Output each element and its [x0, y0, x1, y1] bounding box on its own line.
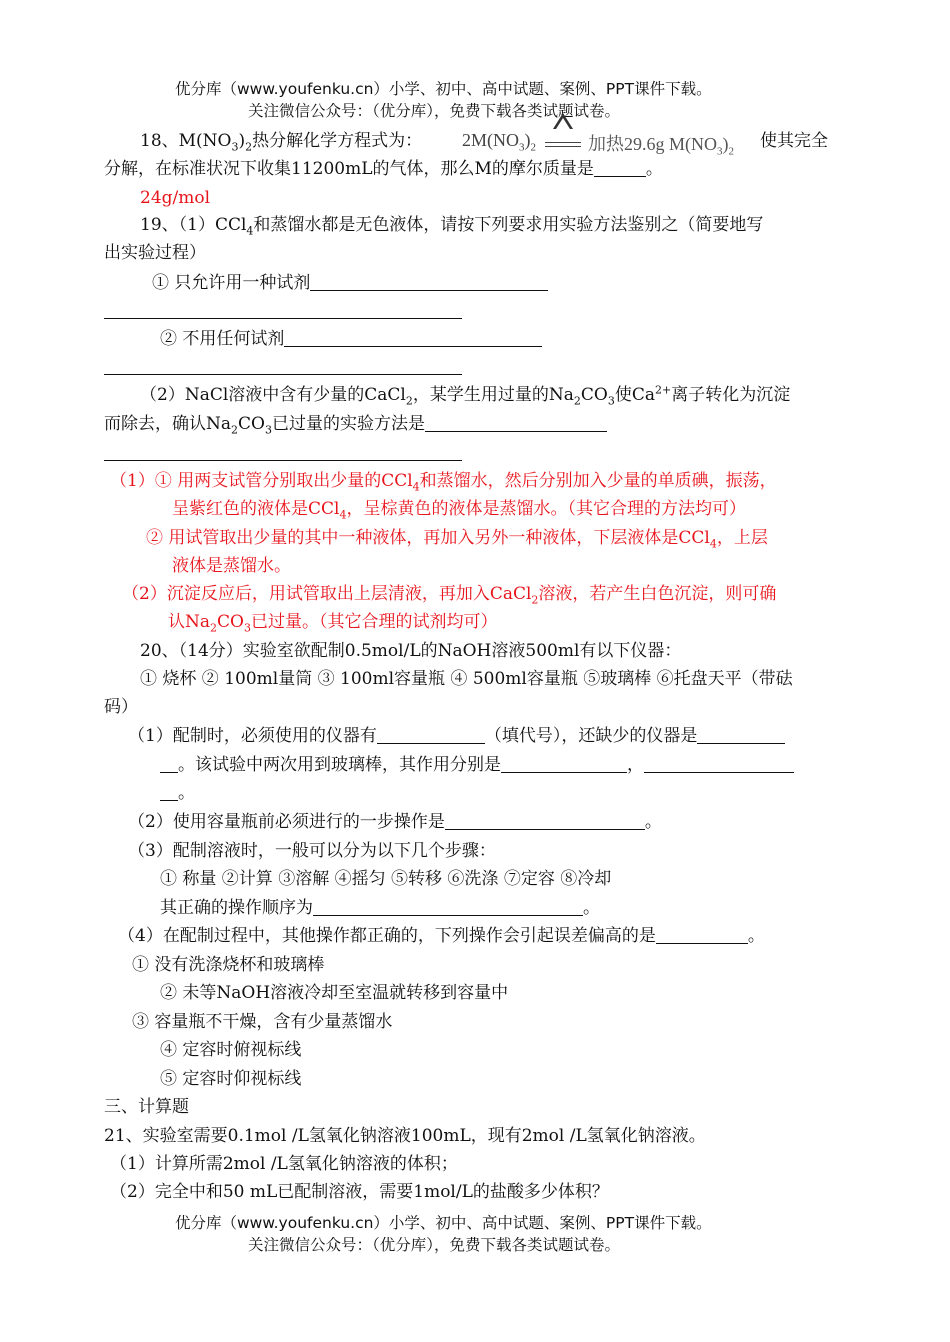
q19-text: CO: [238, 414, 265, 434]
q20-option-2: ② 未等NaOH溶液冷却至室温就转移到容量中: [160, 983, 509, 1003]
answer-blank[interactable]: [160, 755, 178, 773]
sub: 3: [264, 423, 272, 437]
ans-text: CO: [217, 612, 244, 632]
q18-line-2: [104, 158, 663, 180]
q19-line-1: [140, 214, 763, 236]
q19-text: （2）NaCl溶液中含有少量的CaCl: [140, 385, 406, 405]
q19-text: 离子转化为沉淀: [671, 385, 791, 405]
eq-left: 2M(NO: [462, 130, 519, 150]
q19-line-2: 出实验过程）: [104, 243, 206, 263]
sub: 4: [339, 508, 347, 522]
equals-double-line: [545, 142, 581, 147]
sub: 2: [573, 394, 581, 408]
ans-text: （2）沉淀反应后，用试管取出上层清液，再加入CaCl: [122, 584, 532, 604]
q18-lead: 18、M(NO: [140, 131, 232, 151]
sub: 3: [231, 140, 239, 154]
q18-equation-right: 加热29.6g $M(NO_3)_2$: [588, 134, 734, 158]
sub: 2: [531, 593, 539, 607]
q20-items-2: 码）: [104, 697, 138, 717]
q20-text: 其正确的操作顺序为: [160, 898, 313, 918]
ans-text: ，呈棕黄色的液体是蒸馏水。（其它合理的方法均可）: [346, 499, 746, 519]
q20-text: 。: [644, 812, 662, 832]
q19-text: 已过量的实验方法是: [271, 414, 425, 434]
q20-text: 。: [583, 898, 600, 918]
answer-line[interactable]: [104, 460, 462, 461]
q18-text: 分解，在标准状况下收集11200mL的气体，那么M的摩尔质量是: [104, 159, 594, 179]
sub: 4: [412, 480, 420, 494]
q19-s1-text: ① 只允许用一种试剂: [152, 273, 311, 293]
q18-mid: 热分解化学方程式为：: [252, 131, 423, 151]
footer-line-1: 优分库（www.youfenku.cn）小学、初中、高中试题、案例、PPT课件下载。: [175, 1214, 712, 1232]
sub: 3: [717, 145, 723, 158]
q19-text: 使Ca: [614, 385, 655, 405]
ans-text: ② 用试管取出少量的其中一种液体，再加入另外一种液体，下层液体是CCl: [146, 528, 710, 548]
q20-order: [160, 897, 600, 919]
q19-answer-3a: [122, 583, 776, 605]
q20-title: 20、（14分）实验室欲配制0.5mol/L的NaOH溶液500ml有以下仪器：: [140, 641, 682, 661]
sub: 3: [243, 621, 251, 635]
q20-text: （1）配制时，必须使用的仪器有: [128, 726, 377, 746]
q20-text: ，: [627, 755, 644, 775]
q20-part4: [118, 925, 765, 947]
ans-text: 已过量。（其它合理的试剂均可）: [250, 612, 498, 632]
answer-blank[interactable]: [445, 812, 645, 830]
ans-text: （1）① 用两支试管分别取出少量的CCl: [110, 471, 413, 491]
footer-line-2: 关注微信公众号：（优分库），免费下载各类试题试卷。: [248, 1236, 621, 1254]
q18-line-1: 18、$M(NO_3)_2$热分解化学方程式为：: [140, 131, 423, 154]
q19-answer-2b: 液体是蒸馏水。: [172, 556, 291, 576]
q20-text: （填代号），还缺少的仪器是: [484, 726, 698, 746]
ans-text: 呈紫红色的液体是CCl: [172, 499, 340, 519]
ans-text: 认Na: [168, 612, 211, 632]
answer-blank[interactable]: [284, 329, 542, 347]
q19-answer-1a: [110, 470, 777, 492]
q20-text: 。: [178, 783, 195, 803]
q20-option-3: ③ 容量瓶不干燥，含有少量蒸馏水: [132, 1012, 393, 1032]
q20-option-4: ④ 定容时俯视标线: [160, 1040, 302, 1060]
sub: 4: [709, 537, 717, 551]
q21-part1: （1）计算所需2mol /L氢氧化钠溶液的体积；: [110, 1154, 458, 1174]
q20-part2: [128, 811, 662, 833]
answer-blank[interactable]: [425, 414, 607, 432]
header-line-1: 优分库（www.youfenku.cn）小学、初中、高中试题、案例、PPT课件下载。: [175, 80, 712, 98]
q18-end: 。: [645, 159, 663, 179]
q20-text: 。: [747, 926, 765, 946]
q19-sub-1: [152, 272, 548, 294]
sub: 2: [405, 394, 413, 408]
header-line-2: 关注微信公众号：（优分库），免费下载各类试题试卷。: [248, 102, 621, 120]
ans-text: 溶液，若产生白色沉淀，则可确: [538, 584, 777, 604]
answer-blank[interactable]: [644, 755, 794, 773]
answer-blank[interactable]: [697, 726, 785, 744]
q19-answer-3b: [168, 611, 497, 633]
sub: 2: [210, 621, 218, 635]
q18-after: 使其完全: [760, 131, 828, 151]
q18-answer: 24g/mol: [140, 188, 211, 208]
answer-blank[interactable]: [656, 926, 748, 944]
q20-option-1: ① 没有洗涤烧杯和玻璃棒: [132, 955, 325, 975]
answer-line[interactable]: [104, 318, 462, 319]
sub: 2: [530, 141, 536, 154]
q20-text: 。该试验中两次用到玻璃棒，其作用分别是: [178, 755, 501, 775]
q19-text: 19、（1）CCl: [140, 215, 247, 235]
q20-steps: ① 称量 ②计算 ③溶解 ④摇匀 ⑤转移 ⑥洗涤 ⑦定容 ⑧冷却: [160, 869, 612, 889]
sup: 2+: [654, 383, 672, 397]
eq-overlay: 加热29.6g M(NO: [588, 134, 717, 154]
sub: 4: [246, 224, 254, 238]
q20-text: （4）在配制过程中，其他操作都正确的，下列操作会引起误差偏高的是: [118, 926, 656, 946]
answer-blank[interactable]: [594, 159, 646, 177]
q19-text: 而除去，确认Na: [104, 414, 232, 434]
answer-blank[interactable]: [313, 898, 583, 916]
ans-text: ，上层: [716, 528, 768, 548]
q19-part2-line-2: [104, 413, 607, 435]
answer-blank[interactable]: [377, 726, 485, 744]
q20-items: ① 烧杯 ② 100ml量筒 ③ 100ml容量瓶 ④ 500ml容量瓶 ⑤玻璃棒 ⑥托盘天平（带砝: [140, 669, 793, 689]
q20-part1-line-2: [160, 754, 794, 776]
q19-text: CO: [580, 385, 608, 405]
heat-triangle-inner: [556, 118, 570, 129]
answer-blank[interactable]: [501, 755, 627, 773]
q19-answer-2a: [146, 527, 768, 549]
sub: 3: [607, 394, 615, 408]
q21-part2: （2）完全中和50 mL已配制溶液，需要1mol/L的盐酸多少体积？: [110, 1182, 609, 1202]
ans-text: 和蒸馏水，然后分别加入少量的单质碘，振荡，: [419, 471, 777, 491]
q19-text: 和蒸馏水都是无色液体，请按下列要求用实验方法鉴别之（简要地写: [253, 215, 764, 235]
q19-part2-line-1: [140, 384, 790, 406]
section-title: 三、计算题: [104, 1097, 189, 1117]
q20-part3: （3）配制溶液时，一般可以分为以下几个步骤：: [128, 841, 496, 861]
sub: 2: [728, 145, 734, 158]
sub: 2: [245, 140, 253, 154]
answer-blank[interactable]: [160, 783, 178, 801]
q19-sub-2: [160, 328, 542, 350]
q19-text: ，某学生用过量的Na: [412, 385, 574, 405]
sub: 2: [231, 423, 239, 437]
q20-option-5: ⑤ 定容时仰视标线: [160, 1069, 302, 1089]
q20-part1-line-1: [128, 725, 785, 747]
answer-blank[interactable]: [310, 273, 548, 291]
q18-equation: $2M(NO_3)_2$: [462, 130, 536, 154]
q21-title: 21、实验室需要0.1mol /L氢氧化钠溶液100mL，现有2mol /L氢氧化钠溶液。: [104, 1126, 706, 1146]
q19-answer-1b: [172, 498, 746, 520]
q20-part1-line-3: [160, 782, 195, 804]
answer-line[interactable]: [104, 374, 462, 375]
q20-text: （2）使用容量瓶前必须进行的一步操作是: [128, 812, 445, 832]
sub: 3: [519, 141, 525, 154]
q19-s2-text: ② 不用任何试剂: [160, 329, 285, 349]
